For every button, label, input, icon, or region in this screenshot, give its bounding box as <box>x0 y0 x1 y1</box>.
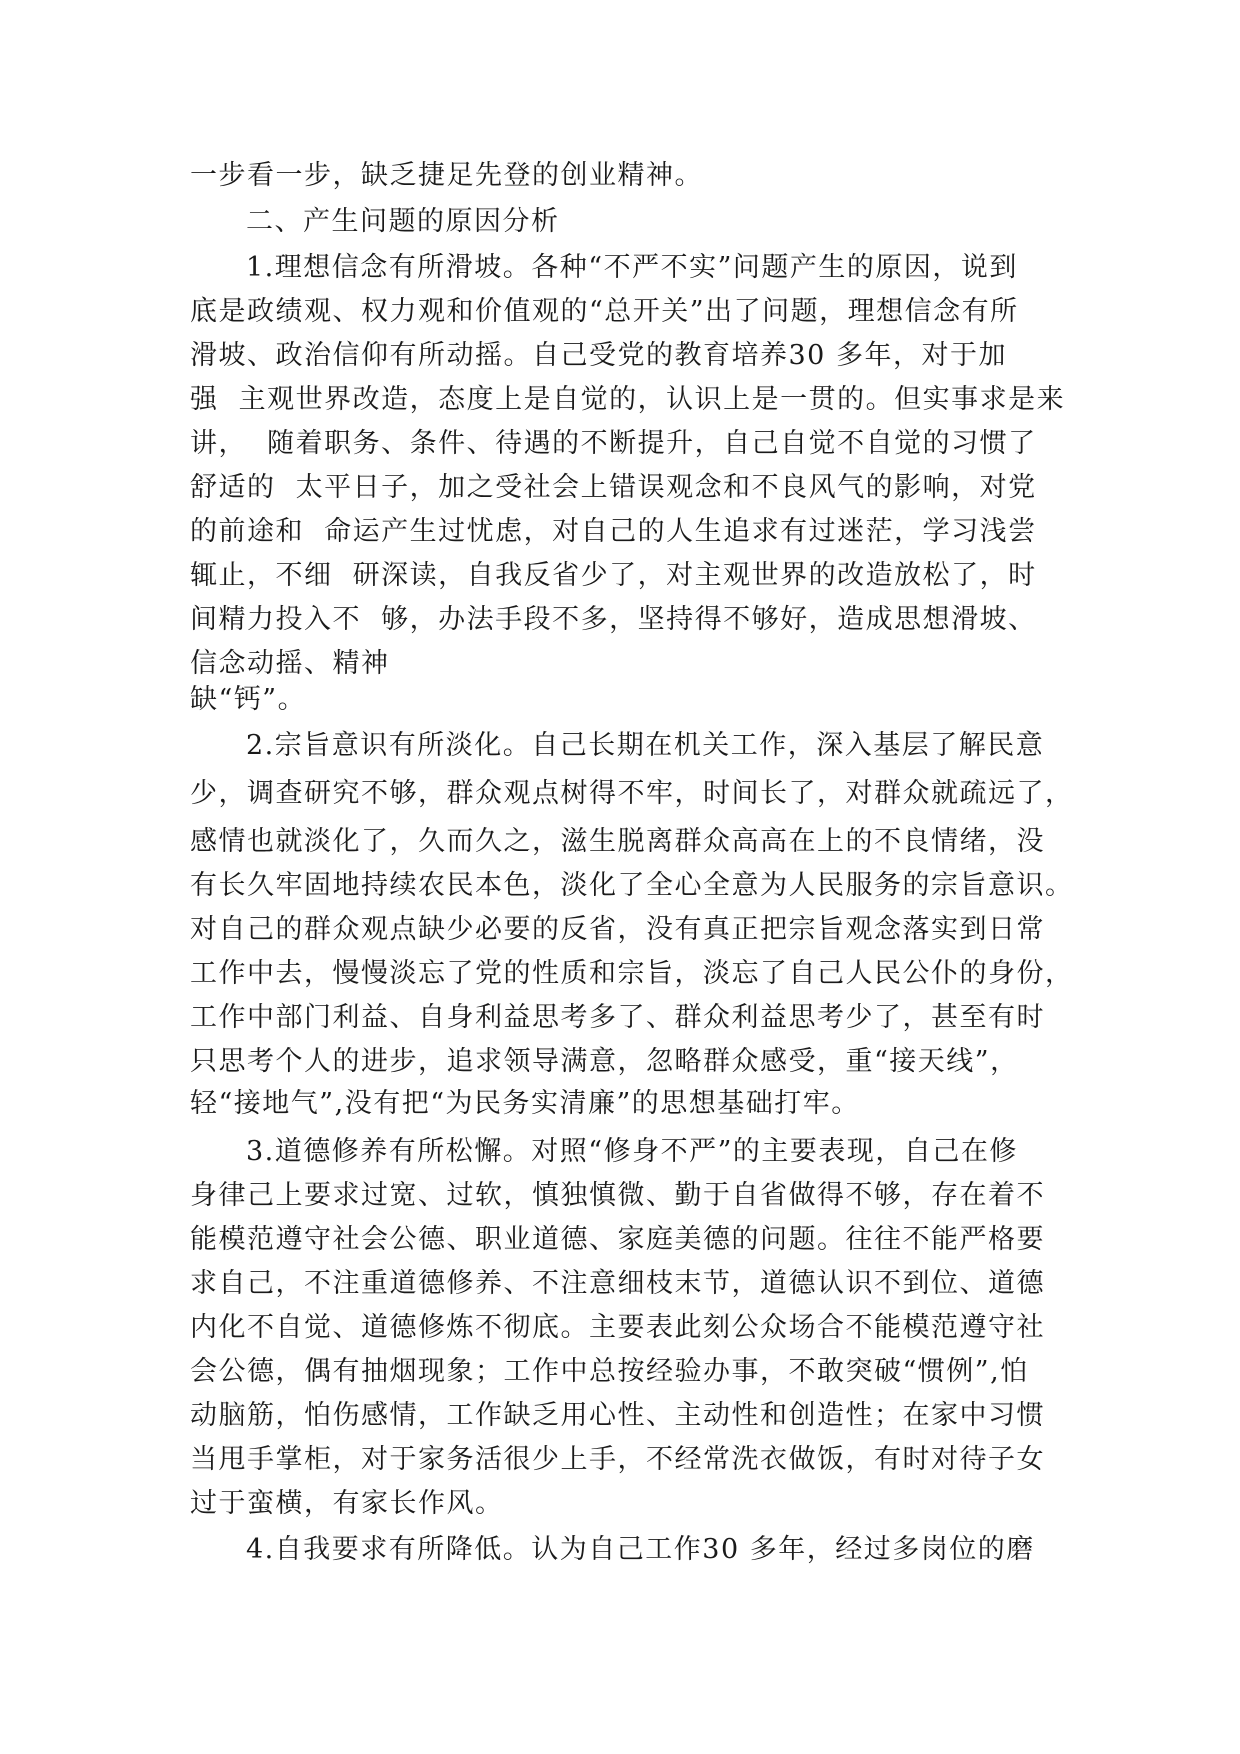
paragraph-start-line: 1.理想信念有所滑坡。各种“不严不实”问题产生的原因，说到 <box>246 252 1018 283</box>
text-line: 能模范遵守社会公德、职业道德、家庭美德的问题。往往不能严格要 <box>190 1224 1045 1255</box>
text-line: 过于蛮横，有家长作风。 <box>190 1488 504 1519</box>
text-line: 内化不自觉、道德修炼不彻底。主要表此刻公众场合不能模范遵守社 <box>190 1312 1045 1343</box>
text-line: 轻“接地气”,没有把“为民务实清廉”的思想基础打牢。 <box>190 1088 860 1119</box>
paragraph-start-line: 2.宗旨意识有所淡化。自己长期在机关工作，深入基层了解民意 <box>246 730 1045 761</box>
text-line: 工作中去，慢慢淡忘了党的性质和宗旨，淡忘了自己人民公仆的身份， <box>190 958 1074 989</box>
section-heading: 二、产生问题的原因分析 <box>246 206 560 237</box>
paragraph-start-line: 3.道德修养有所松懈。对照“修身不严”的主要表现，自己在修 <box>246 1136 1018 1167</box>
text-line: 少，调查研究不够，群众观点树得不牢，时间长了，对群众就疏远了， <box>190 778 1074 809</box>
text-line: 身律己上要求过宽、过软，慎独慎微、勤于自省做得不够，存在着不 <box>190 1180 1045 1211</box>
text-line: 当甩手掌柜，对于家务活很少上手，不经常洗衣做饭，有时对待子女 <box>190 1444 1045 1475</box>
text-line: 动脑筋，怕伤感情，工作缺乏用心性、主动性和创造性；在家中习惯 <box>190 1400 1045 1431</box>
text-line: 强 主观世界改造，态度上是自觉的，认识上是一贯的。但实事求是来 <box>190 384 1066 415</box>
text-line: 只思考个人的进步，追求领导满意，忽略群众感受，重“接天线”， <box>190 1046 1019 1077</box>
text-line: 一步看一步，缺乏捷足先登的创业精神。 <box>190 160 703 191</box>
paragraph-start-line: 4.自我要求有所降低。认为自己工作30 多年，经过多岗位的磨 <box>246 1534 1035 1565</box>
text-line: 的前途和 命运产生过忧虑，对自己的人生追求有过迷茫，学习浅尝 <box>190 516 1037 547</box>
text-line: 底是政绩观、权力观和价值观的“总开关”出了问题，理想信念有所 <box>190 296 1019 327</box>
text-line: 求自己，不注重道德修养、不注意细枝末节，道德认识不到位、道德 <box>190 1268 1045 1299</box>
text-line: 信念动摇、精神 <box>190 648 390 679</box>
text-line: 感情也就淡化了，久而久之，滋生脱离群众高高在上的不良情绪，没 <box>190 826 1045 857</box>
text-line: 辄止，不细 研深读，自我反省少了，对主观世界的改造放松了，时 <box>190 560 1037 591</box>
text-line: 对自己的群众观点缺少必要的反省，没有真正把宗旨观念落实到日常 <box>190 914 1045 945</box>
text-line: 舒适的 太平日子，加之受社会上错误观念和不良风气的影响，对党 <box>190 472 1037 503</box>
text-line: 有长久牢固地持续农民本色，淡化了全心全意为人民服务的宗旨意识。 <box>190 870 1074 901</box>
text-line: 滑坡、政治信仰有所动摇。自己受党的教育培养30 多年，对于加 <box>190 340 1007 371</box>
text-line: 会公德，偶有抽烟现象；工作中总按经验办事，不敢突破“惯例”,怕 <box>190 1356 1029 1387</box>
text-line: 讲， 随着职务、条件、待遇的不断提升，自己自觉不自觉的习惯了 <box>190 428 1037 459</box>
text-line: 缺“钙”。 <box>190 684 307 715</box>
text-line: 工作中部门利益、自身利益思考多了、群众利益思考少了，甚至有时 <box>190 1002 1045 1033</box>
text-line: 间精力投入不 够，办法手段不多，坚持得不够好，造成思想滑坡、 <box>190 604 1037 635</box>
